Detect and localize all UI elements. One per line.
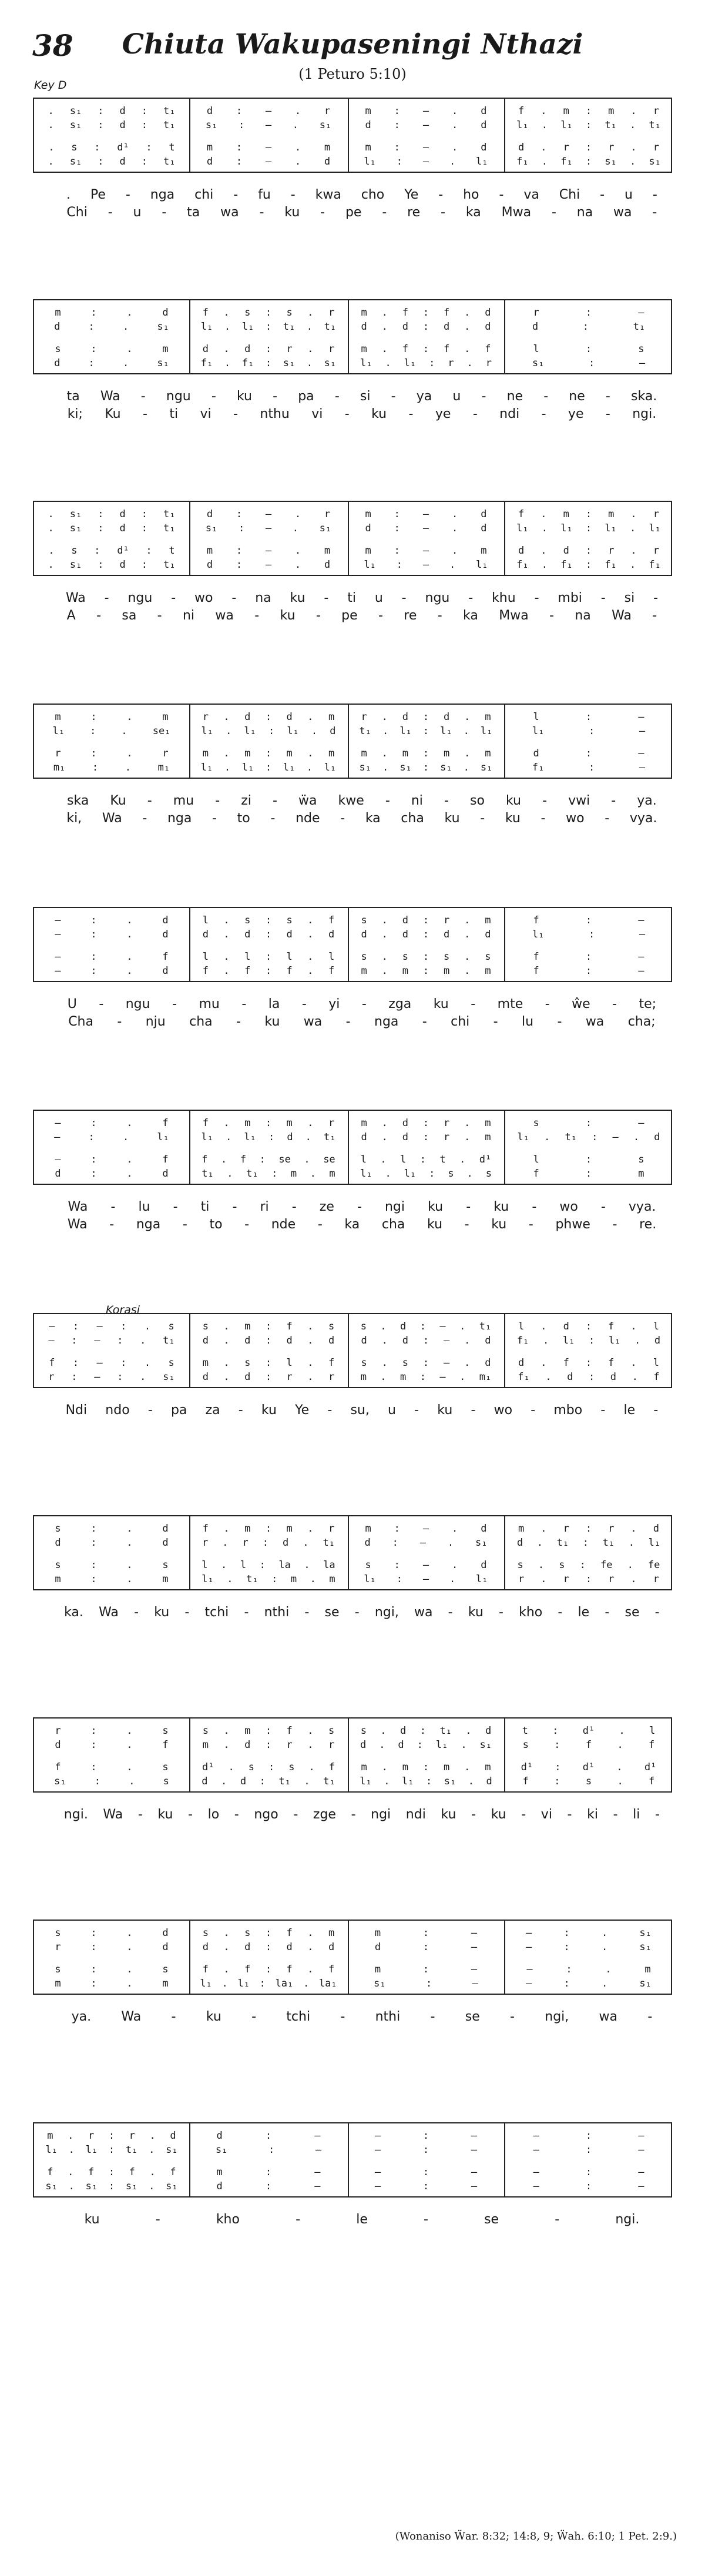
- voice-row: [34, 2129, 671, 2142]
- measure: d . d : d . d: [361, 929, 491, 940]
- measure: d . d : l₁ . s₁: [360, 1739, 492, 1751]
- lyric-text: Ndi ndo - pa za - ku Ye - su, u - ku - wo - mbo - le -: [65, 1402, 659, 1418]
- measure: d . d : d . d: [361, 321, 491, 333]
- voice-row: [34, 1927, 671, 1939]
- measure: . s₁ : d : t₁: [48, 119, 176, 131]
- measure: s : . m: [55, 343, 169, 355]
- measure: m . d : r . m: [361, 1117, 491, 1129]
- chorus-label: Korasi: [106, 1304, 140, 1317]
- measure: l : —: [533, 711, 644, 723]
- measure: l . l : t . d¹: [360, 1154, 492, 1165]
- lyric-line: [33, 1215, 672, 1233]
- lyric-text: Chi - u - ta wa - ku - pe - re - ka Mwa - na wa -: [66, 205, 657, 220]
- voice-row: [34, 928, 671, 941]
- measure: — : . m: [526, 1964, 651, 1975]
- measure: s₁ : —: [374, 1978, 478, 1989]
- measure: — : —: [533, 2180, 644, 2192]
- measure: l₁ : – . l₁: [364, 559, 488, 571]
- lyric-line: [33, 607, 672, 624]
- footer-note: (Wonaniso Ẅar. 8:32; 14:8, 9; Ẅah. 6:10; 1 Pet. 2:9.): [395, 2530, 677, 2542]
- measure: m : . d: [55, 307, 169, 319]
- measure: s : . s: [55, 1559, 169, 1571]
- measure: f₁ . l₁ : l₁ . d: [516, 1335, 661, 1346]
- voice-row: [34, 544, 671, 557]
- measure: m . s : l . f: [202, 1357, 335, 1369]
- measure: f . m : m . r: [518, 105, 659, 117]
- voice-row: [34, 725, 671, 738]
- solfa-staff: [33, 1920, 672, 1995]
- measure: l₁ : – . l₁: [364, 1573, 488, 1585]
- measure: s₁ : – . s₁: [205, 119, 332, 131]
- measure: m . r : r . d: [47, 2130, 176, 2142]
- measure: — : . l₁: [54, 1131, 169, 1143]
- solfa-staff: [33, 2122, 672, 2198]
- measure: s : . d: [55, 1523, 169, 1535]
- lyric-line: [33, 203, 672, 221]
- scripture-reference: (1 Peturo 5:10): [298, 66, 407, 82]
- measure: s₁ : —: [532, 357, 646, 369]
- measure: — : —: [374, 2130, 478, 2142]
- measure: f . f : f . f: [47, 2166, 176, 2178]
- measure: d : – . d: [365, 119, 487, 131]
- voice-row: [34, 1941, 671, 1954]
- voice-row: [34, 1167, 671, 1180]
- measure: f . f : f . f: [202, 1964, 335, 1975]
- measure: f₁ . f₁ : f₁ . f₁: [516, 559, 661, 571]
- music-system: [33, 501, 672, 623]
- measure: f : . s: [55, 1761, 169, 1773]
- measure: m . m : m . m: [202, 748, 335, 759]
- measure: r : . s: [55, 1725, 169, 1737]
- measure: d : – . d: [365, 522, 487, 534]
- measure: s . d : t₁ . d: [360, 1725, 492, 1737]
- lyric-line: [33, 1401, 672, 1419]
- lyric-line: [33, 1013, 672, 1030]
- measure: l₁ . l₁ : t₁ . s₁: [45, 2144, 178, 2156]
- measure: . s₁ : d : t₁: [48, 156, 176, 168]
- measure: r . d : d . m: [361, 711, 491, 723]
- voice-row: [34, 747, 671, 760]
- measure: d . t₁ : t₁ . l₁: [516, 1537, 661, 1549]
- hymn-title: Chiuta Wakupaseningi Nthazi: [122, 28, 583, 61]
- measure: f₁ : —: [532, 762, 646, 773]
- voice-row: [34, 964, 671, 977]
- measure: l₁ . l₁ : t₁ . t₁: [200, 321, 337, 333]
- measure: d : —: [533, 748, 644, 759]
- measure: m : . m: [55, 1573, 169, 1585]
- lyric-text: U - ngu - mu - la - yi - zga ku - mte - ŵe - te;: [67, 996, 657, 1011]
- measure: s . d : r . m: [361, 915, 491, 926]
- measure: d . d : r . r: [202, 1371, 335, 1383]
- solfa-staff: [33, 1110, 672, 1185]
- measure: s : . d: [55, 1927, 169, 1939]
- measure: l₁ . l₁ : la₁ . la₁: [200, 1978, 337, 1989]
- voice-row: [34, 1371, 671, 1384]
- measure: l₁ . t₁ : m . m: [202, 1573, 335, 1585]
- measure: m . m : m . m: [361, 965, 491, 977]
- voice-row: [34, 155, 671, 168]
- measure: m : —: [374, 1964, 478, 1975]
- measure: m . r : r . d: [518, 1523, 659, 1535]
- measure: s . s : – . d: [361, 1357, 491, 1369]
- measure: — : —: [533, 2166, 644, 2178]
- voice-row: [34, 119, 671, 132]
- measure: m : – . m: [206, 142, 331, 153]
- measure: d . d : r . r: [202, 343, 335, 355]
- measure: — : . s₁: [526, 1978, 652, 1989]
- lyric-text: ska Ku - mu - zi - ẅa kwe - ni - so ku - vwi - ya.: [67, 793, 657, 808]
- hymn-number: 38: [32, 28, 73, 63]
- measure: m : – . d: [365, 1523, 487, 1535]
- measure: m : – . d: [365, 508, 487, 520]
- measure: l . s : s . f: [202, 915, 335, 926]
- music-system: [33, 98, 672, 220]
- measure: f . m : m . r: [202, 1117, 335, 1129]
- measure: d . r : r . r: [518, 142, 659, 153]
- measure: s : f . f: [522, 1739, 655, 1751]
- lyric-text: ki, Wa - nga - to - nde - ka cha ku - ku - wo - vya.: [66, 810, 657, 826]
- measure: t₁ . t₁ : m . m: [202, 1168, 335, 1180]
- measure: — : . f: [55, 1154, 169, 1165]
- lyric-text: Cha - nju cha - ku wa - nga - chi - lu - wa cha;: [68, 1014, 656, 1029]
- measure: r . d : d . m: [202, 711, 335, 723]
- lyric-text: A - sa - ni wa - ku - pe - re - ka Mwa - na Wa -: [66, 608, 657, 623]
- measure: f . s : s . r: [202, 307, 335, 319]
- measure: f : —: [533, 951, 644, 963]
- measure: — : —: [374, 2180, 478, 2192]
- measure: l₁ . l₁ : l₁ . l₁: [200, 762, 337, 773]
- lyric-line: [33, 792, 672, 809]
- lyric-line: [33, 1603, 672, 1621]
- measure: — : . s₁: [526, 1941, 652, 1953]
- music-system: [33, 1717, 672, 1822]
- measure: . s₁ : d : t₁: [48, 559, 176, 571]
- voice-row: [34, 1536, 671, 1549]
- measure: d : – . r: [206, 105, 331, 117]
- measure: d : . s₁: [54, 357, 169, 369]
- measure: d : – . d: [206, 559, 331, 571]
- measure: d : – . d: [206, 156, 331, 168]
- measure: d¹ : d¹ . d¹: [521, 1761, 657, 1773]
- lyric-text: ku - kho - le - se - ngi.: [84, 2212, 640, 2227]
- voice-row: [34, 2166, 671, 2179]
- measure: l₁ : —: [532, 725, 646, 737]
- lyric-text: Wa - nga - to - nde - ka cha ku - ku - phwe - re.: [67, 1217, 657, 1232]
- measure: d . d : d . d: [202, 1941, 335, 1953]
- measure: s . s : s . s: [361, 951, 491, 963]
- measure: m . m : m . m: [361, 748, 491, 759]
- solfa-staff: [33, 501, 672, 576]
- measure: s : – . d: [365, 1559, 487, 1571]
- measure: l₁ . l₁ : s . s: [360, 1168, 492, 1180]
- measure: f . m : m . r: [202, 1523, 335, 1535]
- measure: f . f : se . se: [202, 1154, 335, 1165]
- voice-row: [34, 1775, 671, 1788]
- measure: . s₁ : d : t₁: [48, 105, 176, 117]
- solfa-staff: [33, 98, 672, 173]
- measure: — : . d: [55, 929, 169, 940]
- voice-row: [34, 1117, 671, 1130]
- measure: l : s: [533, 343, 644, 355]
- voice-row: [34, 2143, 671, 2156]
- lyric-line: [33, 809, 672, 827]
- measure: l₁ . l₁ : t₁ . t₁: [516, 119, 661, 131]
- measure: l₁ . t₁ : – . d: [517, 1131, 660, 1143]
- measure: f : —: [533, 965, 644, 977]
- measure: r : — : . s₁: [48, 1371, 175, 1383]
- measure: . s : d¹ : t: [48, 545, 175, 557]
- measure: d : . d: [55, 1537, 169, 1549]
- lyric-line: [33, 1198, 672, 1215]
- lyric-line: [33, 2008, 672, 2025]
- music-system: [33, 907, 672, 1029]
- voice-row: [34, 1131, 671, 1144]
- voice-row: [34, 914, 671, 927]
- voice-row: [34, 522, 671, 535]
- measure: m₁ : . m₁: [53, 762, 170, 773]
- measure: s : —: [533, 1117, 644, 1129]
- solfa-staff: [33, 299, 672, 374]
- measure: l : s: [533, 1154, 644, 1165]
- voice-row: [34, 1724, 671, 1737]
- measure: d : —: [216, 2130, 321, 2142]
- measure: — : . f: [55, 951, 169, 963]
- voice-row: [34, 711, 671, 723]
- measure: t : d¹ . l: [522, 1725, 656, 1737]
- measure: t₁ . l₁ : l₁ . l₁: [359, 725, 493, 737]
- lyric-line: [33, 405, 672, 423]
- measure: d : . f: [55, 1739, 169, 1751]
- voice-row: [34, 1356, 671, 1369]
- music-system: [33, 299, 672, 421]
- voice-row: [34, 105, 671, 118]
- voice-row: [34, 141, 671, 154]
- measure: l . l : l . l: [202, 951, 335, 963]
- voice-row: [34, 1334, 671, 1347]
- lyric-line: [33, 387, 672, 405]
- music-system: [33, 1110, 672, 1232]
- lyric-line: [33, 1805, 672, 1823]
- measure: m . d : r . r: [202, 1739, 335, 1751]
- lyric-text: ta Wa - ngu - ku - pa - si - ya u - ne - ne - ska.: [66, 388, 657, 404]
- measure: — : . f: [55, 1117, 169, 1129]
- measure: s₁ : —: [215, 2144, 322, 2156]
- lyric-line: [33, 186, 672, 203]
- solfa-staff: [33, 1717, 672, 1793]
- measure: f : —: [533, 915, 644, 926]
- voice-row: [34, 1977, 671, 1990]
- lyric-text: Wa - ngu - wo - na ku - ti u - ngu - khu - mbi - si -: [65, 590, 659, 605]
- measure: d . d : r . m: [361, 1131, 491, 1143]
- measure: — : . s₁: [526, 1927, 652, 1939]
- measure: m . m : – . m₁: [360, 1371, 492, 1383]
- measure: s₁ : – . s₁: [205, 522, 332, 534]
- measure: r : . r: [55, 748, 169, 759]
- measure: d . d : – . d: [361, 1335, 491, 1346]
- voice-row: [34, 1320, 671, 1333]
- measure: l₁ : . se₁: [52, 725, 171, 737]
- measure: s₁ . s₁ : s₁ . s₁: [45, 2180, 178, 2192]
- measure: l₁ . l₁ : l₁ . d: [201, 725, 336, 737]
- measure: m : . m: [55, 711, 169, 723]
- lyric-line: [33, 995, 672, 1013]
- measure: d : —: [374, 1941, 478, 1953]
- measure: f . f : f . f: [202, 965, 335, 977]
- measure: d : —: [216, 2180, 321, 2192]
- measure: l . l : la . la: [202, 1559, 335, 1571]
- measure: — : —: [533, 2130, 644, 2142]
- measure: s . s : f . m: [202, 1927, 335, 1939]
- measure: — : — : . t₁: [48, 1335, 175, 1346]
- measure: — : —: [533, 2144, 644, 2156]
- measure: d . d : d . d: [202, 929, 335, 940]
- measure: r . r : r . r: [518, 1573, 659, 1585]
- measure: . s₁ : d : t₁: [48, 522, 176, 534]
- measure: l₁ . l₁ : s₁ . d: [360, 1776, 492, 1787]
- measure: — : —: [374, 2166, 478, 2178]
- measure: d . d : r . r: [518, 545, 659, 557]
- measure: m . f : f . d: [361, 307, 491, 319]
- music-system: [33, 1515, 672, 1620]
- measure: f : s . f: [522, 1776, 655, 1787]
- measure: m : – . m: [206, 545, 331, 557]
- solfa-staff: [33, 907, 672, 982]
- measure: f . m : m . r: [518, 508, 659, 520]
- voice-row: [34, 1573, 671, 1586]
- measure: m : – . d: [365, 142, 487, 153]
- voice-row: [34, 1559, 671, 1572]
- measure: l . d : f . l: [518, 1321, 659, 1332]
- lyric-text: ka. Wa - ku - tchi - nthi - se - ngi, wa - ku - kho - le - se -: [64, 1604, 660, 1620]
- measure: r : . d: [55, 1941, 169, 1953]
- measure: m : —: [216, 2166, 321, 2178]
- measure: l₁ . l₁ : d . t₁: [201, 1131, 336, 1143]
- measure: m : – . m: [365, 545, 487, 557]
- measure: — : . d: [55, 965, 169, 977]
- voice-row: [34, 357, 671, 370]
- measure: s . s : fe . fe: [517, 1559, 660, 1571]
- measure: l₁ : —: [532, 929, 646, 940]
- measure: l₁ : – . l₁: [364, 156, 488, 168]
- measure: d : t₁: [532, 321, 646, 333]
- measure: d¹ . s : s . f: [202, 1761, 335, 1773]
- lyric-text: . Pe - nga chi - fu - kwa cho Ye - ho - va Chi - u -: [66, 187, 657, 202]
- voice-row: [34, 558, 671, 571]
- measure: d . f : f . l: [518, 1357, 659, 1369]
- measure: s₁ : . s: [54, 1776, 169, 1787]
- measure: f : — : . s: [49, 1357, 174, 1369]
- measure: s₁ . s₁ : s₁ . s₁: [359, 762, 493, 773]
- measure: — : —: [374, 2144, 478, 2156]
- voice-row: [34, 2180, 671, 2193]
- measure: l₁ . l₁ : r . r: [360, 357, 492, 369]
- measure: d . d : d . d: [202, 1335, 335, 1346]
- measure: . s₁ : d : t₁: [48, 508, 176, 520]
- measure: d : . d: [55, 1168, 169, 1180]
- lyric-line: [33, 589, 672, 607]
- measure: — : . d: [55, 915, 169, 926]
- voice-row: [34, 306, 671, 319]
- measure: s . m : f . s: [202, 1725, 335, 1737]
- lyric-text: ya. Wa - ku - tchi - nthi - se - ngi, wa -: [71, 2009, 653, 2024]
- measure: l₁ . l₁ : l₁ . l₁: [516, 522, 661, 534]
- measure: s . m : f . s: [202, 1321, 335, 1332]
- voice-row: [34, 343, 671, 356]
- measure: d . d : t₁ . t₁: [202, 1776, 335, 1787]
- voice-row: [34, 1761, 671, 1774]
- measure: f₁ . d : d . f: [518, 1371, 660, 1383]
- music-system: [33, 2122, 672, 2227]
- measure: m : —: [374, 1927, 478, 1939]
- measure: d : . s₁: [54, 321, 169, 333]
- measure: r . r : d . t₁: [202, 1537, 335, 1549]
- lyric-text: ki; Ku - ti vi - nthu vi - ku - ye - ndi - ye - ngi.: [67, 406, 657, 421]
- measure: r : —: [533, 307, 644, 319]
- solfa-staff: [33, 1313, 672, 1388]
- measure: f₁ . f₁ : s₁ . s₁: [516, 156, 661, 168]
- measure: m . m : m . m: [361, 1761, 491, 1773]
- lyric-line: [33, 2210, 672, 2228]
- music-system: [33, 1313, 672, 1418]
- voice-row: [34, 508, 671, 521]
- measure: f₁ . f₁ : s₁ . s₁: [200, 357, 337, 369]
- measure: m : . m: [55, 1978, 169, 1989]
- lyric-text: ngi. Wa - ku - lo - ngo - zge - ngi ndi ku - ku - vi - ki - li -: [63, 1807, 660, 1822]
- measure: s . d : – . t₁: [360, 1321, 492, 1332]
- voice-row: [34, 1522, 671, 1535]
- music-system: [33, 704, 672, 826]
- voice-row: [34, 1963, 671, 1976]
- measure: — : — : . s: [49, 1321, 174, 1332]
- voice-row: [34, 761, 671, 774]
- measure: . s : d¹ : t: [48, 142, 175, 153]
- measure: d : – . r: [206, 508, 331, 520]
- measure: d : – . s₁: [364, 1537, 488, 1549]
- measure: s : . s: [55, 1964, 169, 1975]
- voice-row: [34, 950, 671, 963]
- solfa-staff: [33, 704, 672, 779]
- measure: m . f : f . f: [361, 343, 491, 355]
- measure: m : – . d: [365, 105, 487, 117]
- key-signature: Key D: [34, 79, 67, 92]
- voice-row: [34, 1153, 671, 1166]
- voice-row: [34, 1738, 671, 1751]
- lyric-text: Wa - lu - ti - ri - ze - ngi ku - ku - wo - vya.: [68, 1199, 656, 1214]
- solfa-staff: [33, 1515, 672, 1590]
- music-system: [33, 1920, 672, 2024]
- voice-row: [34, 320, 671, 333]
- measure: f : m: [533, 1168, 644, 1180]
